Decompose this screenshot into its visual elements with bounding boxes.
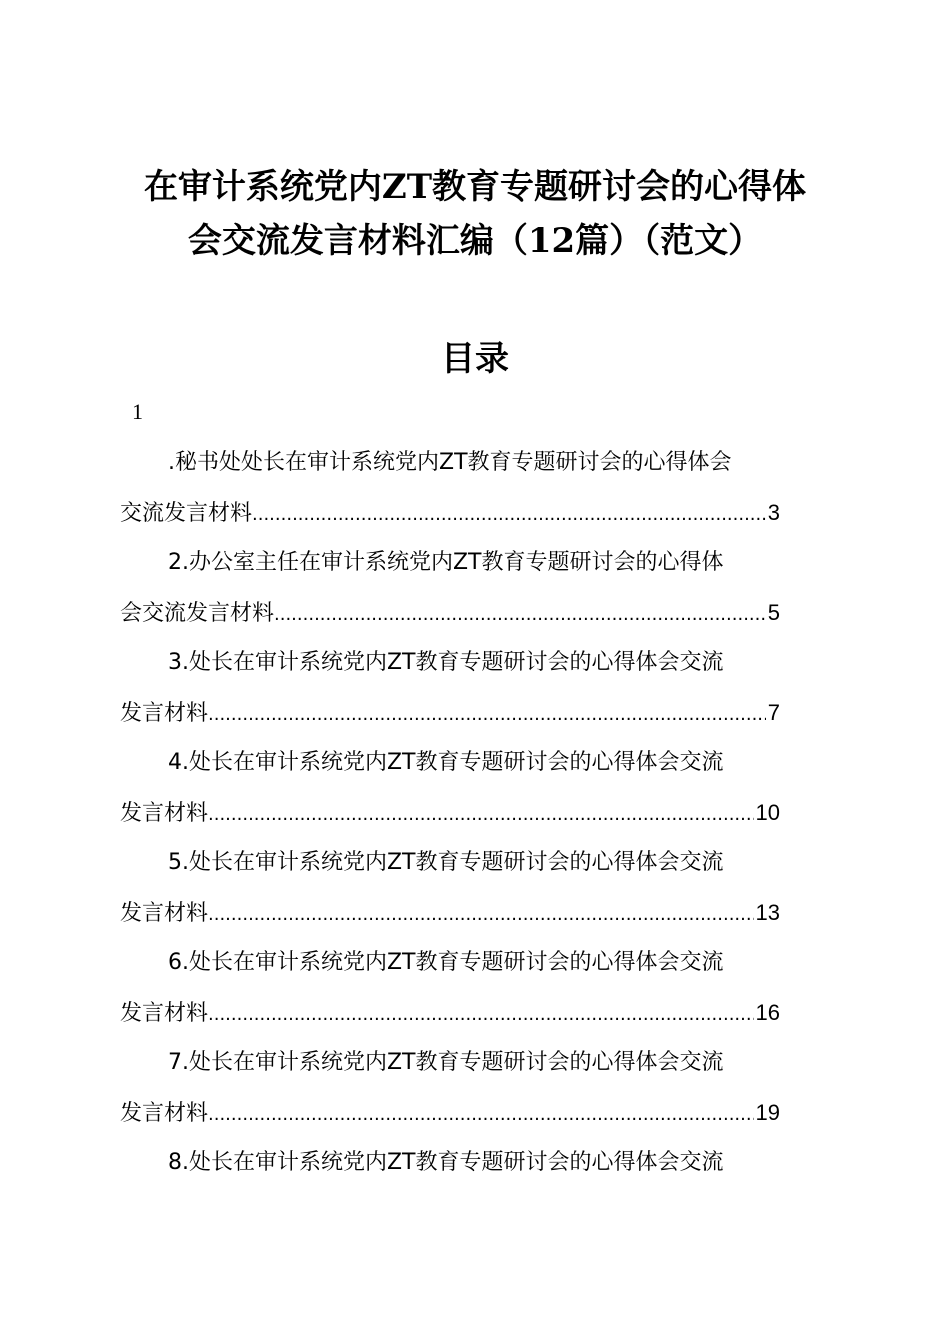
toc-entry-6[interactable] [120,938,825,1038]
toc-entry-title-continued: 发言材料 [120,901,209,926]
toc-entry-title: 7.处长在审计系统党内ZT教育专题研讨会的心得体会交流 [168,1050,724,1075]
table-of-contents [120,438,825,1188]
toc-entry-title-continued: 会交流发言材料 [120,601,275,626]
title-line-1: 在审计系统党内ZT教育专题研讨会的心得体 [143,167,807,207]
toc-entry-7[interactable] [120,1038,825,1138]
toc-entry-title: 5.处长在审计系统党内ZT教育专题研讨会的心得体会交流 [168,850,724,875]
dot-leader [208,690,766,740]
toc-page-number: 19 [755,1100,780,1125]
dot-leader [208,790,754,840]
dot-leader [208,890,754,940]
toc-entry-title-continued: 发言材料 [120,801,209,826]
toc-entry-title-continued: 发言材料 [120,1101,209,1126]
dot-leader [252,490,766,540]
toc-heading: 目录 [441,339,509,379]
toc-entry-4[interactable] [120,738,825,838]
toc-entry-5[interactable] [120,838,825,938]
toc-entry-2[interactable] [120,538,825,638]
toc-entry-title: 6.处长在审计系统党内ZT教育专题研讨会的心得体会交流 [168,950,724,975]
toc-page-number: 5 [767,600,780,625]
toc-page-number: 16 [755,1000,780,1025]
toc-entry-title: 4.处长在审计系统党内ZT教育专题研讨会的心得体会交流 [168,750,724,775]
toc-entry-title: 3.处长在审计系统党内ZT教育专题研讨会的心得体会交流 [168,650,724,675]
dot-leader [208,1090,754,1140]
toc-page-number: 3 [767,500,780,525]
toc-page-number: 7 [767,700,780,725]
document-title [100,160,850,268]
dot-leader [274,590,766,640]
toc-page-number: 10 [755,800,780,825]
toc-page-number: 13 [755,900,780,925]
toc-entry-3[interactable] [120,638,825,738]
toc-entry-8[interactable] [120,1138,825,1188]
list-number: 1 [132,399,143,424]
title-line-2: 会交流发言材料汇编（12篇）（范文） [187,221,763,261]
toc-entry-title-continued: 交流发言材料 [120,501,253,526]
toc-entry-title-continued: 发言材料 [120,701,209,726]
toc-entry-1[interactable] [120,438,825,538]
toc-entry-title-continued: 发言材料 [120,1001,209,1026]
dot-leader [208,990,754,1040]
toc-entry-title: 2.办公室主任在审计系统党内ZT教育专题研讨会的心得体 [168,550,724,575]
toc-entry-title: .秘书处处长在审计系统党内ZT教育专题研讨会的心得体会 [168,450,732,475]
toc-entry-title: 8.处长在审计系统党内ZT教育专题研讨会的心得体会交流 [168,1150,724,1175]
